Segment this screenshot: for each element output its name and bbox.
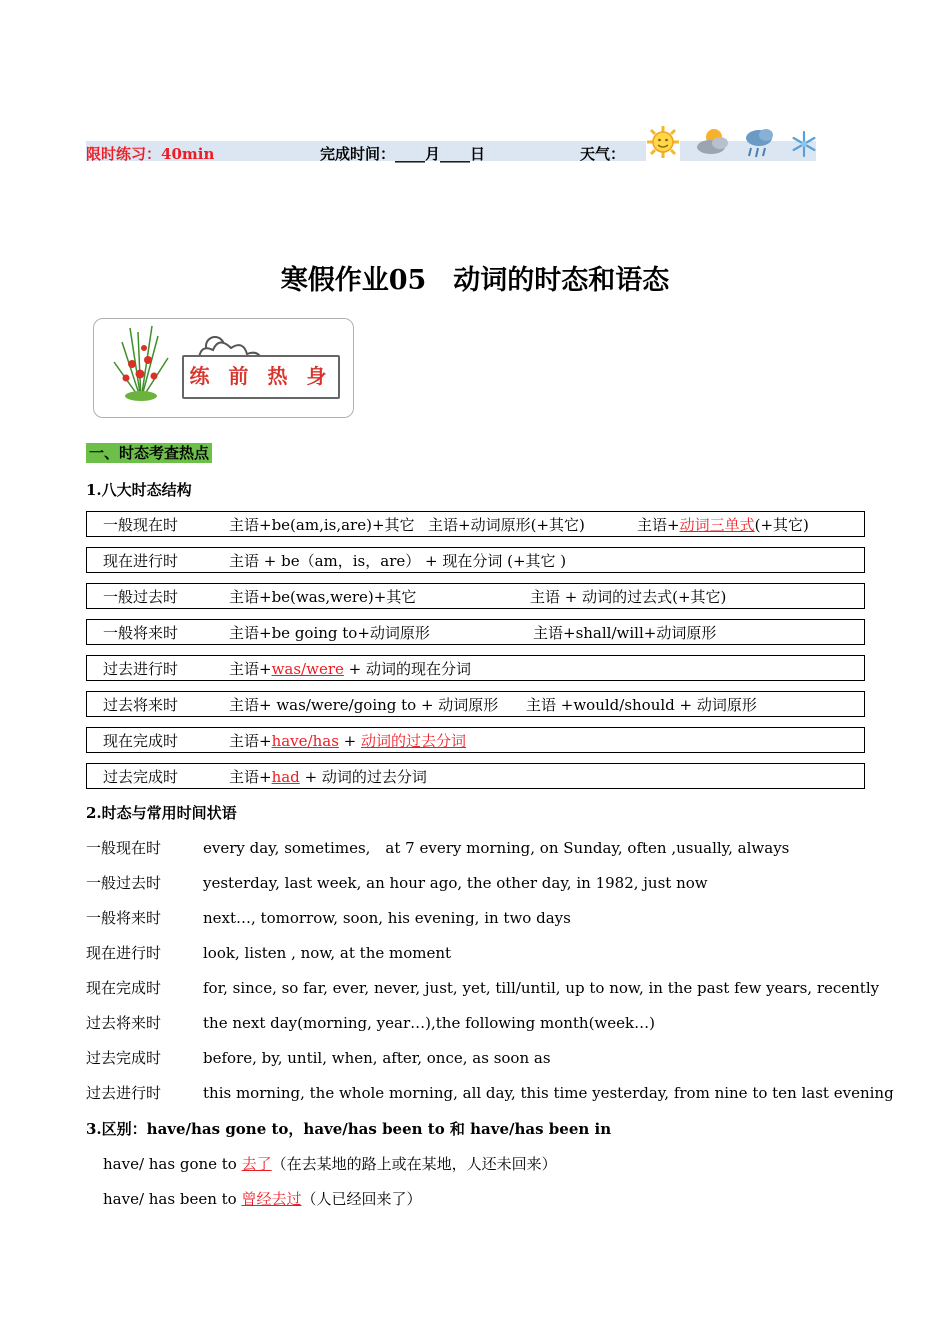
snowflake-icon [790, 130, 818, 158]
tense-row [86, 727, 865, 753]
adverbial-line: 现在进行时 look, listen , now, at the moment [86, 944, 452, 962]
partly-cloudy-icon [694, 126, 732, 158]
weather-label: 天气： [580, 145, 626, 163]
tense-structure-alt: 主语 +would/should + 动词原形 [526, 696, 757, 714]
tense-structure: 主语+be(am,is,are)+其它 [229, 516, 415, 534]
tense-row [86, 619, 865, 645]
sun-icon [645, 124, 681, 160]
adverbial-line: 过去进行时 this morning, the whole morning, all day, this time yesterday, from nine to ten last evening [86, 1084, 894, 1102]
tense-name: 现在进行时 [103, 552, 179, 570]
tense-structure: 主语+had + 动词的过去分词 [229, 768, 427, 786]
tense-name: 一般过去时 [103, 588, 179, 606]
tense-structure: 主语+have/has + 动词的过去分词 [229, 732, 467, 750]
usage-line: have/ has gone to 去了（在去某地的路上或在某地，人还未回来） [103, 1155, 557, 1173]
tense-structure: 主语+ was/were/going to + 动词原形 [229, 696, 499, 714]
part2-heading: 2.时态与常用时间状语 [86, 804, 237, 822]
tense-row [86, 763, 865, 789]
highlight-term: 曾经去过 [241, 1190, 302, 1208]
highlight-term: 去了 [241, 1155, 272, 1173]
tense-name: 一般现在时 [103, 516, 179, 534]
tense-structure-alt: 主语 + 动词的过去式(+其它) [530, 588, 727, 606]
section-heading: 一、时态考查热点 [86, 443, 212, 463]
tense-name: 一般将来时 [103, 624, 179, 642]
tense-structure: 主语+was/were + 动词的现在分词 [229, 660, 471, 678]
adverbial-line: 过去完成时 before, by, until, when, after, once, as soon as [86, 1049, 551, 1067]
part1-heading: 1.八大时态结构 [86, 481, 192, 499]
highlight-term: have/has [271, 732, 339, 750]
highlight-term: was/were [271, 660, 344, 678]
adverbial-line: 过去将来时 the next day(morning, year…),the following month(week…) [86, 1014, 655, 1032]
tense-structure: 主语+be(was,were)+其它 [229, 588, 417, 606]
warmup-label: 练 前 热 身 [189, 364, 333, 388]
page-title: 寒假作业05 动词的时态和语态 [280, 265, 670, 296]
flower-illustration-icon [108, 322, 174, 402]
rain-cloud-icon [744, 126, 776, 160]
tense-row [86, 655, 865, 681]
tense-name: 过去完成时 [103, 768, 179, 786]
tense-name: 现在完成时 [103, 732, 179, 750]
adverbial-line: 一般现在时 every day, sometimes, at 7 every morning, on Sunday, often ,usually, always [86, 839, 790, 857]
usage-line: have/ has been to 曾经去过（人已经回来了） [103, 1190, 422, 1208]
highlight-term: had [271, 768, 300, 786]
tense-row [86, 583, 865, 609]
tense-name: 过去进行时 [103, 660, 179, 678]
highlight-term: 动词三单式 [679, 516, 755, 534]
time-limit: 限时练习：40min [86, 145, 215, 163]
finish-time: 完成时间：____月____日 [320, 145, 486, 163]
highlight-term: 动词的过去分词 [361, 732, 467, 750]
tense-structure-alt: 主语+动词原形(+其它) [428, 516, 585, 534]
adverbial-line: 现在完成时 for, since, so far, ever, never, just, yet, till/until, up to now, in the past few years, recently [86, 979, 880, 997]
part3-heading: 3.区别：have/has gone to，have/has been to 和 have/has been in [86, 1120, 612, 1138]
tense-name: 过去将来时 [103, 696, 179, 714]
tense-structure: 主语 + be（am，is，are） + 现在分词 (+其它 ) [229, 552, 567, 570]
adverbial-line: 一般将来时 next…, tomorrow, soon, his evening, in two days [86, 909, 571, 927]
adverbial-line: 一般过去时 yesterday, last week, an hour ago, the other day, in 1982, just now [86, 874, 708, 892]
tense-structure: 主语+be going to+动词原形 [229, 624, 430, 642]
tense-structure-third: 主语+动词三单式(+其它) [637, 516, 809, 534]
tense-structure-alt: 主语+shall/will+动词原形 [533, 624, 717, 642]
